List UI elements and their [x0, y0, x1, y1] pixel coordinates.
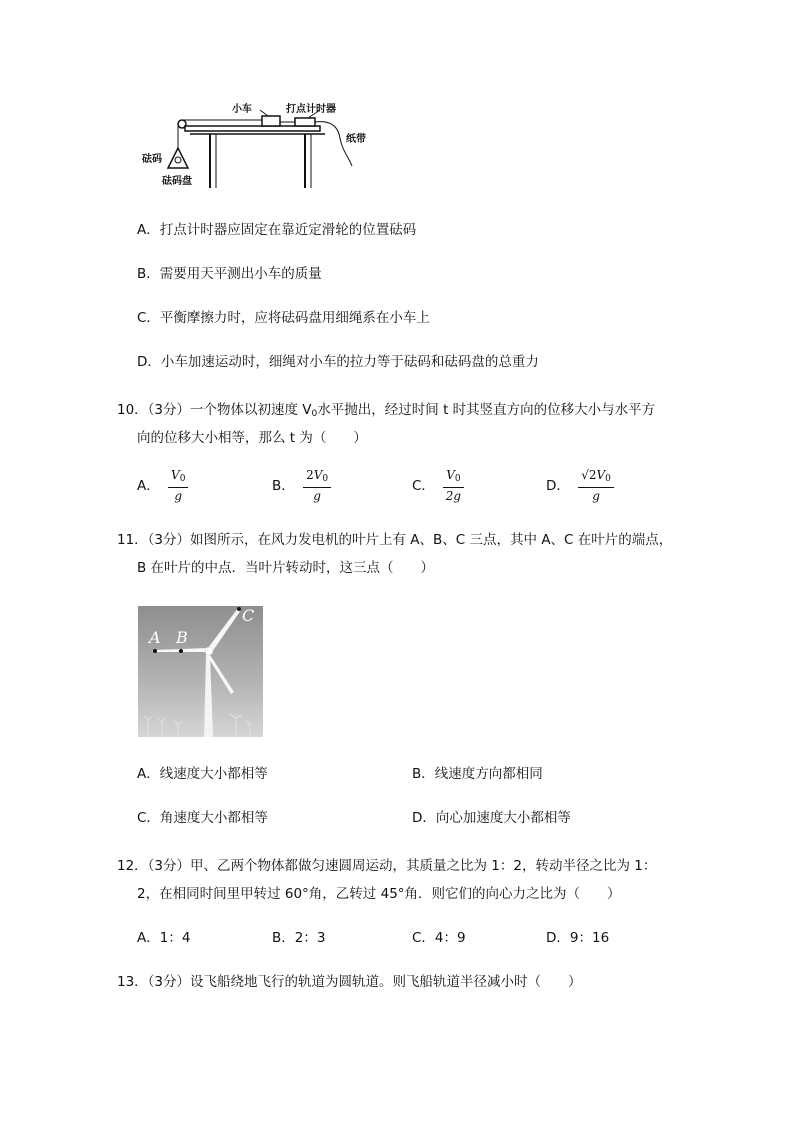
- q11-option-d: D．向心加速度大小都相等: [412, 810, 571, 826]
- q11-option-b: B．线速度方向都相同: [412, 766, 543, 782]
- q12-option-b: B．2：3: [272, 930, 326, 946]
- q10-option-a: A． $\frac{V_0}{g}$: [137, 468, 188, 504]
- q10-option-d: D． $\frac{√2V_0}{g}$: [546, 468, 614, 504]
- fraction: $\frac{V_0}{g}$: [168, 468, 188, 504]
- wind-turbine-image: [138, 606, 263, 737]
- label-pan: 砝码盘: [162, 176, 192, 187]
- q13-stem-line1: 13．（3分）设飞船绕地飞行的轨道为圆轨道。则飞船轨道半径减小时（ ）: [117, 974, 582, 990]
- label-cart: 小车: [232, 104, 252, 115]
- q9-option-d: D．小车加速运动时，细绳对小车的拉力等于砝码和砝码盘的总重力: [137, 354, 539, 370]
- q12-stem-line1: 12．（3分）甲、乙两个物体都做匀速圆周运动，其质量之比为 1：2，转动半径之比为 1：: [117, 858, 657, 874]
- q10-stem-line1: 10．（3分）一个物体以初速度 $V_0$水平抛出，经过时间 t 时其竖直方向的位移大小与水平方: [117, 402, 656, 419]
- q10-option-b: B． $\frac{2V_0}{g}$: [272, 468, 331, 504]
- q10-stem-line2: 向的位移大小相等，那么 t 为（ ）: [137, 430, 367, 446]
- q11-stem-line2: B 在叶片的中点．当叶片转动时，这三点（ ）: [137, 560, 435, 576]
- q11-option-c: C．角速度大小都相等: [137, 810, 268, 826]
- label-tape: 纸带: [346, 134, 366, 145]
- q10-option-c: C． $\frac{V_0}{2g}$: [412, 468, 464, 504]
- q12-option-d: D．9：16: [546, 930, 610, 946]
- fraction: $\frac{√2V_0}{g}$: [578, 468, 614, 504]
- wind-turbine-photo: [138, 606, 263, 737]
- q12-option-c: C．4：9: [412, 930, 466, 946]
- q11-option-a: A．线速度大小都相等: [137, 766, 268, 782]
- point-b-label: B: [176, 628, 188, 647]
- fraction: $\frac{2V_0}{g}$: [303, 468, 331, 504]
- q9-option-c: C．平衡摩擦力时，应将砝码盘用细绳系在小车上: [137, 310, 430, 326]
- point-c-label: C: [242, 606, 255, 625]
- label-weight: 砝码: [142, 154, 162, 165]
- point-a-label: A: [149, 628, 161, 647]
- q12-option-a: A．1：4: [137, 930, 191, 946]
- q9-option-b: B．需要用天平测出小车的质量: [137, 266, 322, 282]
- fraction: $\frac{V_0}{2g}$: [443, 468, 463, 504]
- label-timer: 打点计时器: [286, 104, 336, 115]
- apparatus-diagram: [140, 96, 380, 196]
- q11-stem-line1: 11．（3分）如图所示，在风力发电机的叶片上有 A、B、C 三点，其中 A、C 在叶片的端点，: [117, 532, 673, 548]
- q9-option-a: A．打点计时器应固定在靠近定滑轮的位置砝码: [137, 222, 417, 238]
- q12-stem-line2: 2，在相同时间里甲转过 60°角，乙转过 45°角．则它们的向心力之比为（ ）: [137, 886, 621, 902]
